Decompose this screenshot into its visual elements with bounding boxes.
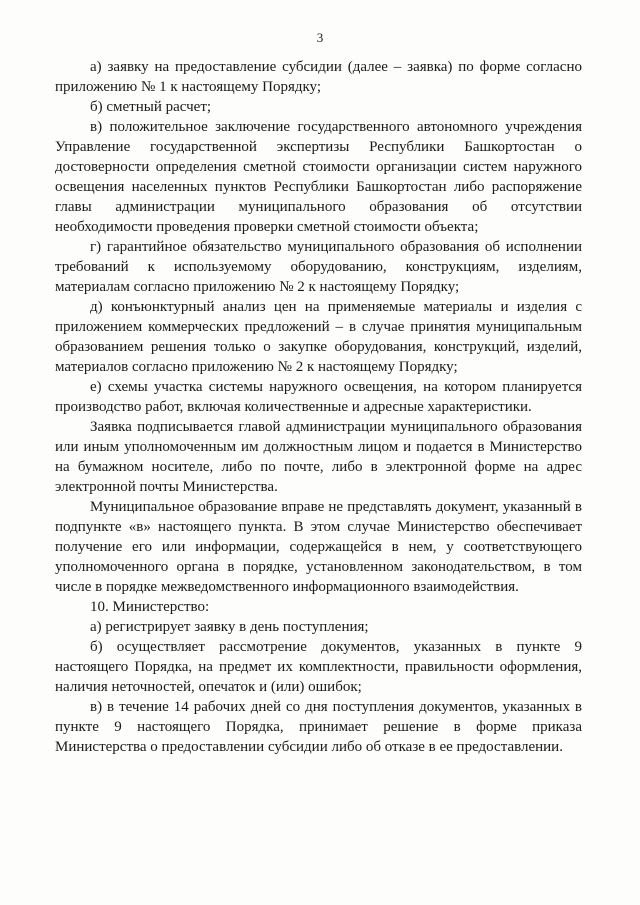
- paragraph-item-d: д) конъюнктурный анализ цен на применяемые материалы и изделия с приложением коммерческих предложений – в случае принятия муниципальным образованием решения только о закупке оборудования, конструкций, изделий, материалов согласно приложению № 2 к настоящему Порядку;: [55, 299, 582, 375]
- paragraph-item-e: е) схемы участка системы наружного освещения, на котором планируется производство работ, включая количественные и адресные характеристики.: [55, 379, 582, 415]
- document-body: [55, 57, 582, 757]
- paragraph-item-a: а) заявку на предоставление субсидии (далее – заявка) по форме согласно приложению № 1 к настоящему Порядку;: [55, 59, 582, 95]
- paragraph-ministry-a: а) регистрирует заявку в день поступления;: [90, 619, 369, 635]
- paragraph-ministry-v: в) в течение 14 рабочих дней со дня поступления документов, указанных в пункте 9 настоящего Порядка, принимает решение в форме приказа Министерства о предоставлении субсидии либо об отказе в ее предоставлении.: [55, 699, 582, 755]
- paragraph-item-v: в) положительное заключение государственного автономного учреждения Управление государственной экспертизы Республики Башкортостан о достоверности определения сметной стоимости организации систем наружного освещения населенных пунктов Республики Башкортостан либо распоряжение главы администрации муниципального образования об отсутствии необходимости проведения проверки сметной стоимости объекта;: [55, 119, 582, 235]
- paragraph-optional-document: Муниципальное образование вправе не представлять документ, указанный в подпункте «в» настоящего пункта. В этом случае Министерство обеспечивает получение его или информации, содержащейся в нем, у соответствующего уполномоченного органа в порядке, установленном законодательством, в том числе в порядке межведомственного информационного взаимодействия.: [55, 499, 582, 595]
- page-number: 3: [316, 30, 324, 45]
- paragraph-application-signing: Заявка подписывается главой администрации муниципального образования или иным уполномоченным им должностным лицом и подается в Министерство на бумажном носителе, либо по почте, либо в электронной форме на адрес электронной почты Министерства.: [55, 419, 582, 495]
- paragraph-item-b: б) сметный расчет;: [90, 99, 212, 115]
- paragraph-ministry-b: б) осуществляет рассмотрение документов, указанных в пункте 9 настоящего Порядка, на предмет их комплектности, правильности оформления, наличия неточностей, опечаток и (или) ошибок;: [55, 639, 582, 695]
- paragraph-section-10-heading: 10. Министерство:: [90, 599, 210, 615]
- paragraph-item-g: г) гарантийное обязательство муниципального образования об исполнении требований к используемому оборудованию, конструкциям, изделиям, материалам согласно приложению № 2 к настоящему Порядку;: [55, 239, 582, 295]
